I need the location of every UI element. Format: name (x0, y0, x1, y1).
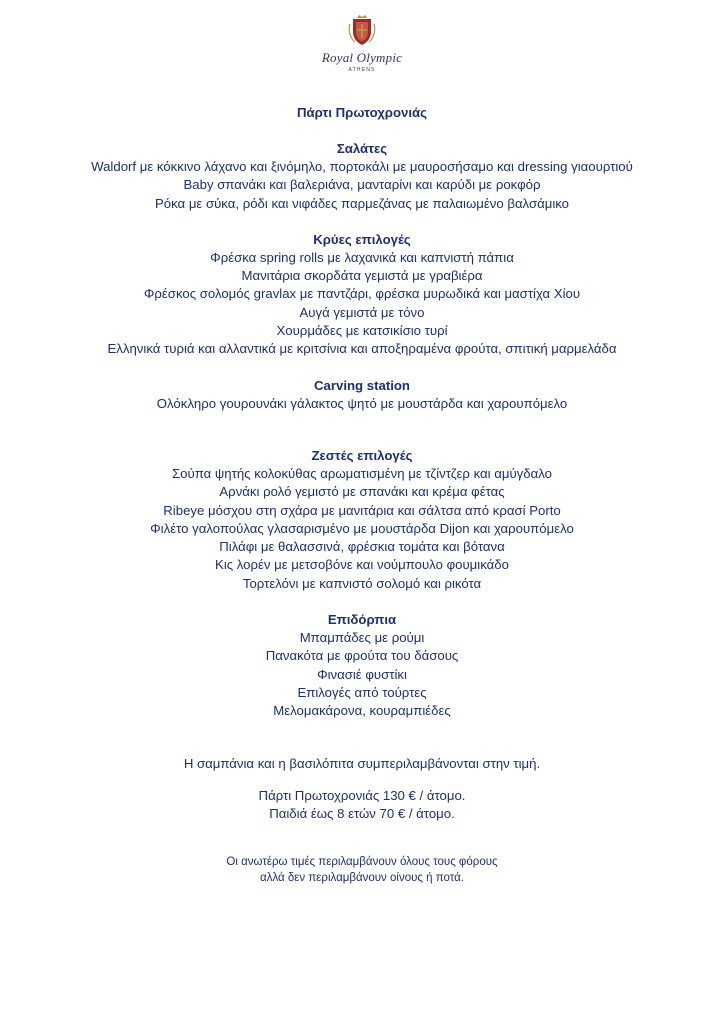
champagne-note: Η σαμπάνια και η βασιλόπιτα συμπεριλαμβάνονται στην τιμή. (183, 755, 541, 771)
menu-item: Κις λορέν με μετσοβόνε και νούμπουλο φουμικάδο (215, 557, 509, 573)
menu-item: Πανακότα με φρούτα του δάσους (265, 648, 459, 664)
menu-item: Ribeye μόσχου στη σχάρα με μανιτάρια και σάλτσα από κρασί Porto (163, 502, 561, 518)
disclaimer-line: Οι ανωτέρω τιμές περιλαμβάνουν όλους τους φόρους (226, 855, 498, 868)
menu-item: Χουρμάδες με κατσικίσιο τυρί (276, 323, 448, 339)
hotel-logo (0, 14, 724, 73)
section-heading: Ζεστές επιλογές (311, 447, 413, 463)
section-desserts (0, 611, 724, 720)
price-child: Παιδιά έως 8 ετών 70 € / άτομο. (269, 806, 455, 822)
crest-icon (347, 14, 377, 48)
menu-item: Μπαμπάδες με ρούμι (299, 630, 425, 646)
menu-item: Πιλάφι με θαλασσινά, φρέσκια τομάτα και βότανα (219, 539, 505, 555)
menu-item: Επιλογές από τούρτες (297, 684, 427, 700)
brand-name: Royal Olympic (321, 50, 403, 65)
menu-item: Ελληνικά τυριά και αλλαντικά με κριτσίνια και αποξηραμένα φρούτα, σπιτική μαρμελάδα (107, 341, 617, 357)
page-title: Πάρτι Πρωτοχρονιάς (297, 105, 427, 120)
section-heading: Επιδόρπια (327, 612, 397, 628)
disclaimer-line: αλλά δεν περιλαμβάνουν οίνους ή ποτά. (260, 872, 464, 885)
menu-item: Ρόκα με σύκα, ρόδι και νιφάδες παρμεζάνας με παλαιωμένο βαλσάμικο (154, 195, 570, 211)
price-block (0, 787, 724, 824)
menu-content (0, 104, 724, 887)
menu-item: Φιλέτο γαλοπούλας γλασαρισμένο με μουστάρδα Dijon και χαρουπόμελο (150, 520, 574, 536)
menu-item: Ολόκληρο γουρουνάκι γάλακτος ψητό με μουστάρδα και χαρουπόμελο (156, 395, 568, 411)
menu-item: Μελομακάρονα, κουραμπιέδες (273, 703, 451, 719)
price-adult: Πάρτι Πρωτοχρονιάς 130 € / άτομο. (258, 787, 466, 803)
section-heading: Σαλάτες (336, 141, 388, 156)
section-heading: Κρύες επιλογές (313, 231, 411, 247)
menu-item: Φινασιέ φυστίκι (317, 666, 407, 682)
menu-item: Φρέσκα spring rolls με λαχανικά και καπνιστή πάπια (210, 249, 514, 265)
brand-city: ATHENS (348, 67, 376, 73)
menu-item: Σούπα ψητής κολοκύθας αρωματισμένη με τζίντζερ και αμύγδαλο (172, 465, 552, 481)
menu-item: Waldorf με κόκκινο λάχανο και ξινόμηλο, πορτοκάλι με μαυροσήσαμο και dressing γιαουρτιού (91, 159, 633, 174)
menu-item: Φρέσκος σολομός gravlax με παντζάρι, φρέσκα μυρωδικά και μαστίχα Χίου (143, 286, 581, 302)
section-heading: Carving station (314, 377, 410, 393)
section-salads (0, 140, 724, 213)
menu-item: Αυγά γεμιστά με τόνο (299, 304, 425, 320)
section-hot (0, 447, 724, 593)
menu-item: Baby σπανάκι και βαλεριάνα, μανταρίνι και καρύδι με ροκφόρ (183, 177, 541, 193)
section-cold (0, 231, 724, 359)
menu-item: Τορτελόνι με καπνιστό σολομό και ρικότα (242, 575, 482, 591)
tax-disclaimer (0, 854, 724, 887)
menu-item: Αρνάκι ρολό γεμιστό με σπανάκι και κρέμα φέτας (219, 484, 505, 500)
section-carving (0, 377, 724, 413)
menu-item: Μανιτάρια σκορδάτα γεμιστά με γραβιέρα (241, 268, 483, 284)
